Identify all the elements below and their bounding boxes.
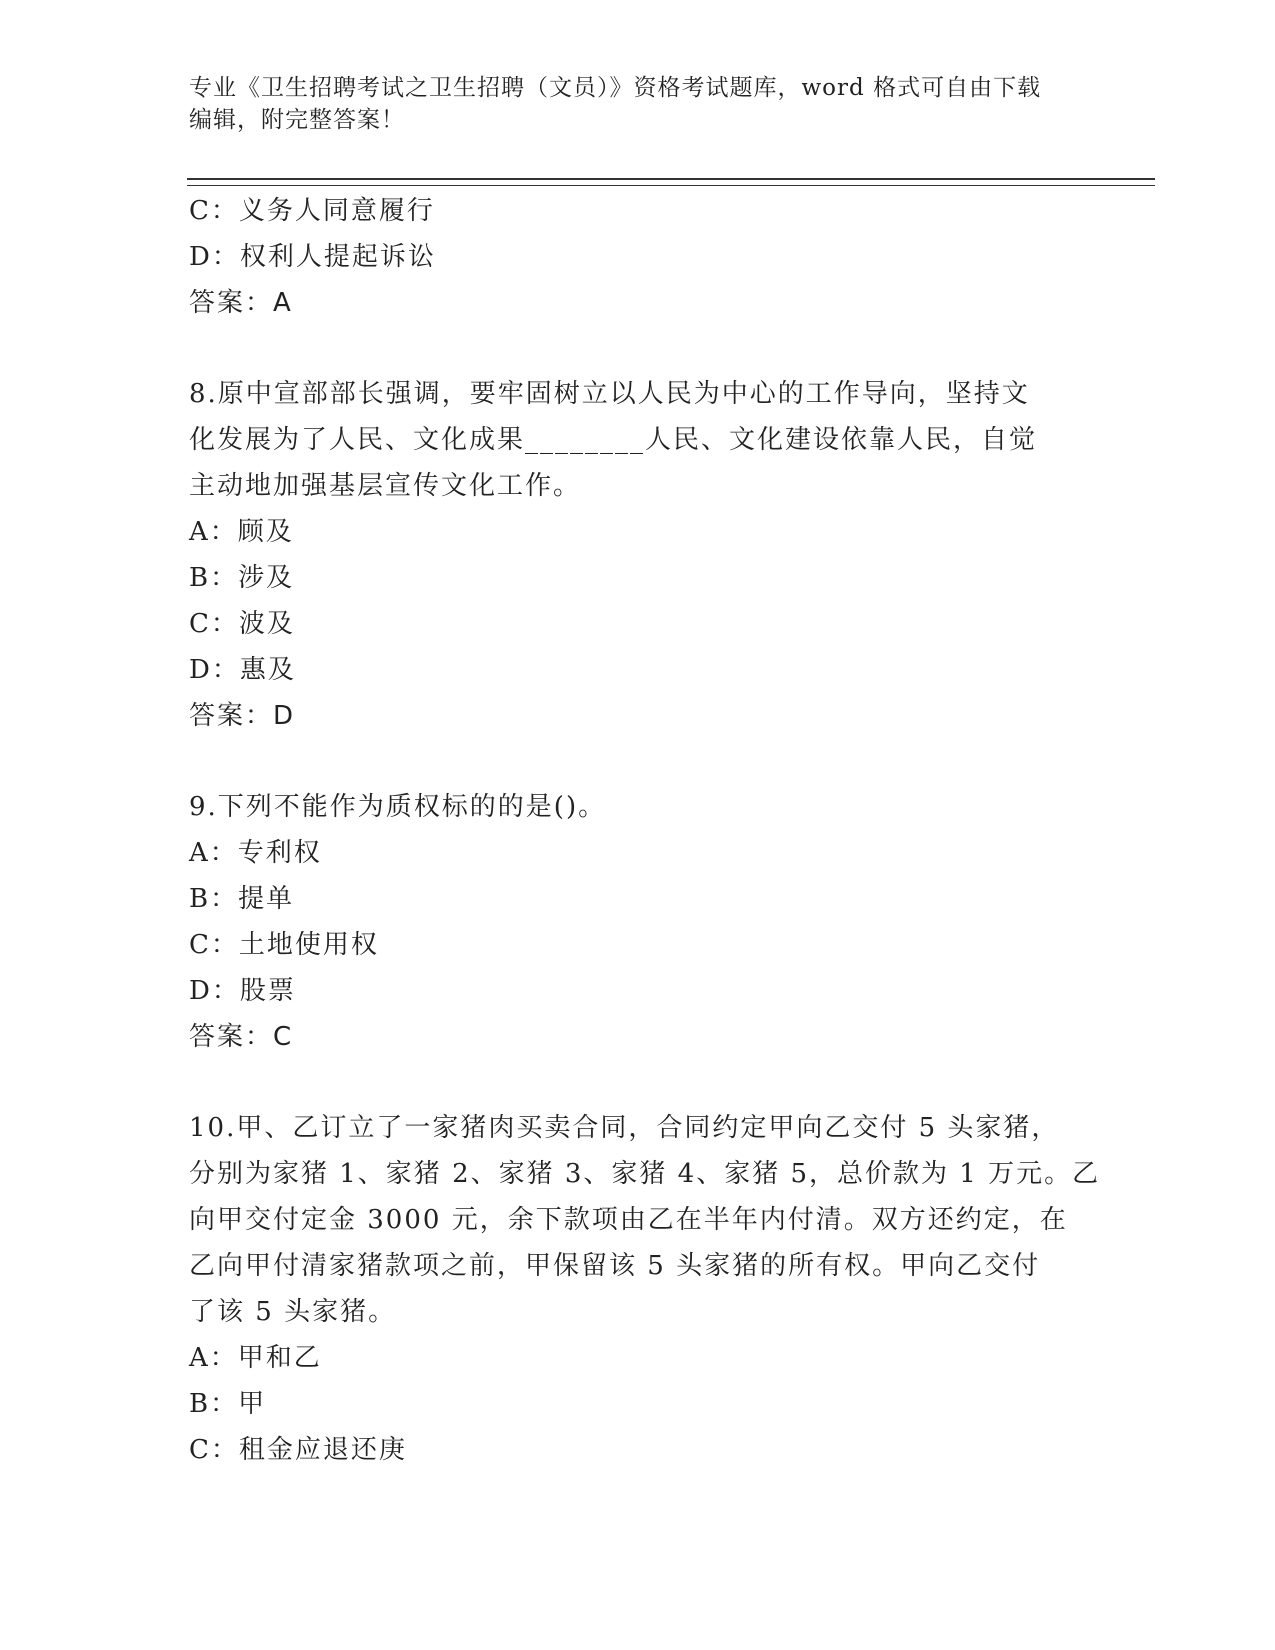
- option-line: C：义务人同意履行: [189, 196, 435, 226]
- option-line: B：提单: [189, 884, 295, 914]
- option-line: A：专利权: [189, 838, 322, 868]
- question-text-line: 化发展为了人民、文化成果________人民、文化建设依靠人民，自觉: [189, 425, 1038, 455]
- question-text-line: 8.原中宣部部长强调，要牢固树立以人民为中心的工作导向，坚持文: [189, 379, 1030, 409]
- question-text-line: 乙向甲付清家猪款项之前，甲保留该 5 头家猪的所有权。甲向乙交付: [189, 1251, 1041, 1281]
- spacer: [189, 326, 1089, 371]
- question-text-line: 向甲交付定金 3000 元，余下款项由乙在半年内付清。双方还约定，在: [189, 1205, 1068, 1235]
- question-text-line: 9.下列不能作为质权标的的是()。: [189, 792, 607, 822]
- header-line-1: 专业《卫生招聘考试之卫生招聘（文员）》资格考试题库，word 格式可自由下载: [189, 75, 1042, 101]
- option-line: D：惠及: [189, 655, 296, 685]
- question-content: [189, 188, 1101, 1473]
- page-header: [189, 72, 1089, 136]
- option-line: A：顾及: [189, 517, 294, 547]
- answer-line: 答案：C: [189, 1022, 294, 1052]
- continued-question: [189, 188, 1089, 326]
- question-9: [189, 784, 1089, 1060]
- question-text-line: 10.甲、乙订立了一家猪肉买卖合同，合同约定甲向乙交付 5 头家猪，: [189, 1113, 1060, 1143]
- question-10: [189, 1105, 1101, 1473]
- header-divider: [187, 178, 1155, 186]
- option-line: A：甲和乙: [189, 1343, 322, 1373]
- spacer: [189, 739, 1089, 784]
- option-line: C：租金应退还庚: [189, 1435, 407, 1465]
- question-text-line: 主动地加强基层宣传文化工作。: [189, 471, 582, 501]
- option-line: B：涉及: [189, 563, 295, 593]
- header-line-2: 编辑，附完整答案！: [189, 107, 405, 133]
- option-line: B：甲: [189, 1389, 267, 1419]
- option-line: D：权利人提起诉讼: [189, 242, 436, 272]
- spacer: [189, 1060, 1089, 1105]
- answer-line: 答案：A: [189, 288, 293, 318]
- question-8: [189, 371, 1089, 739]
- question-text-line: 了该 5 头家猪。: [189, 1297, 397, 1327]
- answer-line: 答案：D: [189, 701, 296, 731]
- option-line: C：波及: [189, 609, 295, 639]
- option-line: D：股票: [189, 976, 296, 1006]
- question-text-line: 分别为家猪 1、家猪 2、家猪 3、家猪 4、家猪 5，总价款为 1 万元。乙: [189, 1159, 1101, 1189]
- option-line: C：土地使用权: [189, 930, 379, 960]
